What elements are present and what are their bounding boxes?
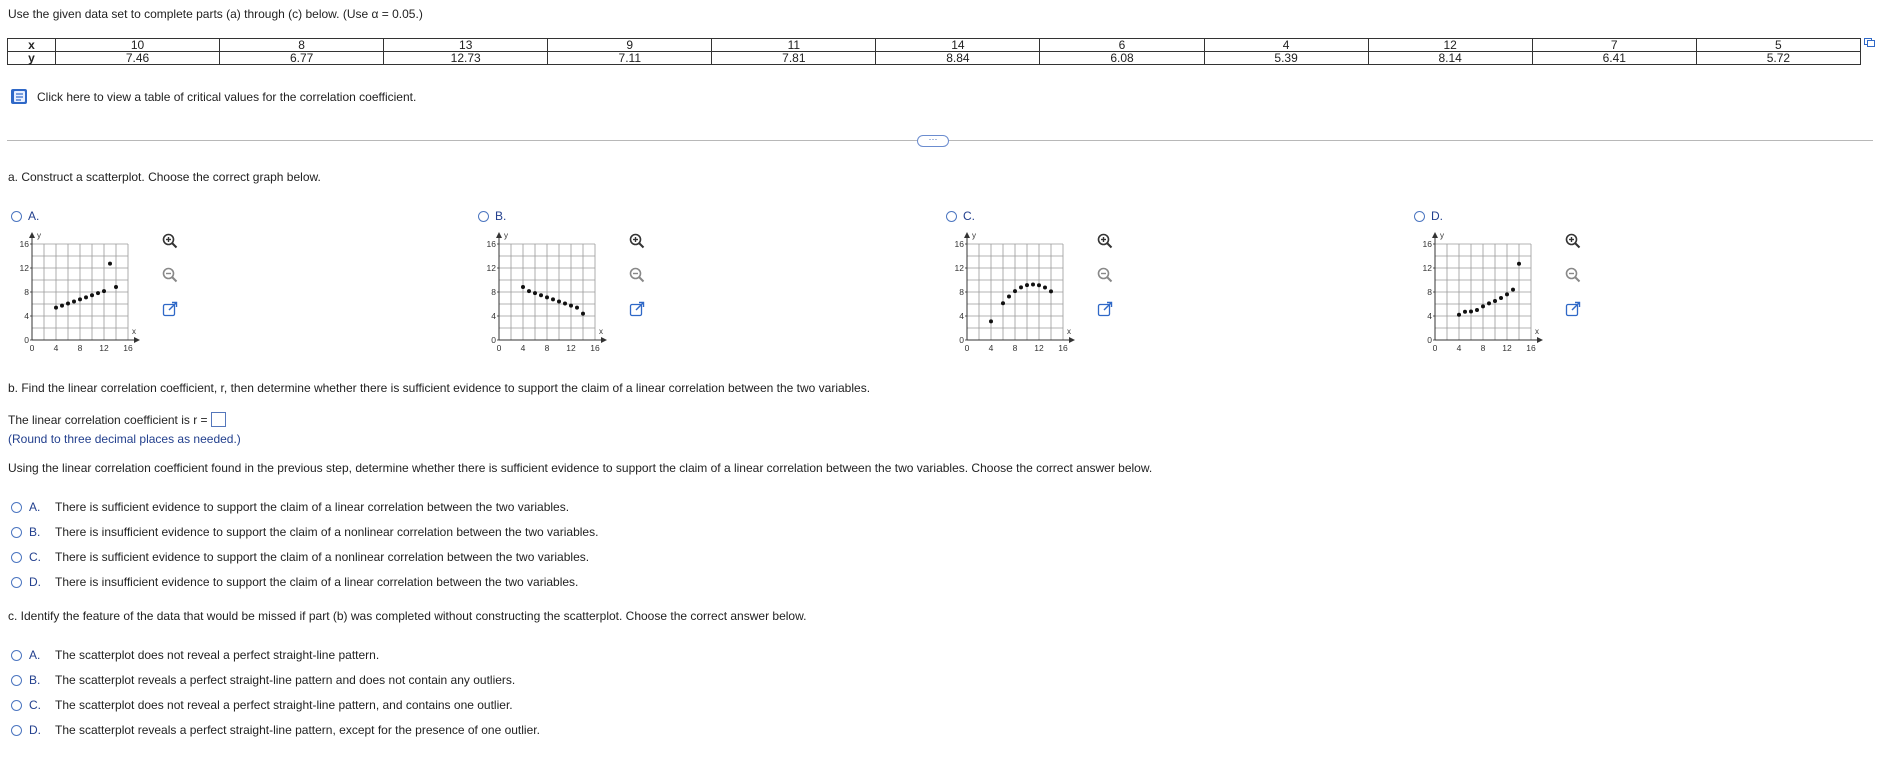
data-point	[1043, 286, 1047, 290]
scatterplot-a	[8, 230, 158, 360]
magnifier-handle	[639, 277, 644, 282]
data-point	[84, 295, 88, 299]
part-b-choice-c[interactable]	[11, 550, 589, 564]
table-cell: 11	[712, 39, 876, 52]
y-tick-label: 4	[959, 311, 964, 321]
data-point	[1493, 299, 1497, 303]
magnifier-handle	[172, 277, 177, 282]
x-tick-label: 16	[1058, 343, 1068, 353]
part-c-question: c. Identify the feature of the data that would be missed if part (b) was completed without constructing the scatterplot. Choose the correct answer below.	[8, 609, 807, 623]
y-tick-label: 12	[1422, 263, 1432, 273]
r-answer-input[interactable]	[211, 412, 226, 427]
data-point	[1475, 308, 1479, 312]
x-tick-label: 0	[496, 343, 502, 353]
y-axis-label: y	[37, 231, 41, 240]
expand-more-button[interactable]: ⋯	[917, 135, 949, 147]
y-tick-label: 4	[491, 311, 496, 321]
rounding-note: (Round to three decimal places as needed.)	[8, 432, 241, 446]
data-point	[102, 289, 106, 293]
table-cell: 9	[548, 39, 712, 52]
data-point	[1481, 304, 1485, 308]
x-axis-label: x	[1535, 327, 1539, 336]
scatterplot-c	[943, 230, 1093, 360]
plot-grid	[1435, 244, 1531, 340]
choice-letter: A.	[29, 648, 41, 662]
choice-text: The scatterplot does not reveal a perfect straight-line pattern.	[55, 648, 380, 662]
table-cell: 6	[1040, 39, 1204, 52]
y-axis-arrow	[29, 232, 35, 238]
table-cell: 12	[1368, 39, 1532, 52]
graph-option-label: D.	[1431, 209, 1443, 223]
zoom-out-icon[interactable]	[1096, 266, 1114, 284]
zoom-in-icon[interactable]	[628, 232, 646, 250]
data-point	[1037, 283, 1041, 287]
choice-letter: B.	[29, 525, 41, 539]
data-point	[1457, 313, 1461, 317]
x-axis-arrow	[1537, 337, 1543, 343]
choice-text: The scatterplot reveals a perfect straight-line pattern, except for the presence of one outlier.	[55, 723, 540, 737]
table-row-y	[8, 52, 1861, 65]
data-point	[78, 297, 82, 301]
data-point	[1517, 262, 1521, 266]
y-tick-label: 0	[1427, 335, 1432, 345]
radio-button[interactable]	[11, 502, 22, 513]
y-tick-label: 4	[24, 311, 29, 321]
choice-text: There is insufficient evidence to support the claim of a linear correlation between the two variables.	[55, 575, 579, 589]
graph-option-a[interactable]	[11, 209, 39, 223]
data-point	[1025, 283, 1029, 287]
part-c-choice-d[interactable]	[11, 723, 540, 737]
choice-letter: D.	[29, 723, 41, 737]
radio-button[interactable]	[11, 527, 22, 538]
graph-option-d[interactable]	[1414, 209, 1443, 223]
y-tick-label: 16	[486, 239, 496, 249]
choice-letter: C.	[29, 550, 41, 564]
x-axis-arrow	[601, 337, 607, 343]
x-axis-label: x	[599, 327, 603, 336]
x-tick-label: 8	[1480, 343, 1486, 353]
scatterplot-d	[1411, 230, 1561, 360]
zoom-out-icon[interactable]	[628, 266, 646, 284]
copy-table-icon[interactable]	[1864, 38, 1875, 47]
part-b-question: b. Find the linear correlation coefficient, r, then determine whether there is sufficient evidence to support the claim of a linear correlation between the two variables.	[8, 381, 871, 395]
row-header-x: x	[8, 39, 56, 52]
data-point	[1031, 282, 1035, 286]
x-tick-label: 16	[1526, 343, 1536, 353]
problem-prompt: Use the given data set to complete parts (a) through (c) below. (Use α = 0.05.)	[8, 7, 423, 21]
data-point	[1019, 285, 1023, 289]
table-cell: 6.08	[1040, 52, 1204, 65]
zoom-out-icon[interactable]	[161, 266, 179, 284]
choice-letter: D.	[29, 575, 41, 589]
x-tick-label: 8	[544, 343, 550, 353]
plot-grid	[32, 244, 128, 340]
x-tick-label: 12	[1502, 343, 1512, 353]
x-tick-label: 8	[1012, 343, 1018, 353]
row-header-y: y	[8, 52, 56, 65]
radio-button[interactable]	[11, 552, 22, 563]
book-icon	[10, 88, 29, 105]
data-point	[989, 319, 993, 323]
y-tick-label: 12	[486, 263, 496, 273]
data-point	[60, 304, 64, 308]
y-tick-label: 16	[19, 239, 29, 249]
data-point	[521, 285, 525, 289]
data-point	[557, 300, 561, 304]
y-tick-label: 16	[1422, 239, 1432, 249]
choice-text: The scatterplot reveals a perfect straight-line pattern and does not contain any outliers.	[55, 673, 516, 687]
part-b-choice-d[interactable]	[11, 575, 578, 589]
magnifier-handle	[639, 243, 644, 248]
data-point	[563, 302, 567, 306]
choice-text: There is sufficient evidence to support the claim of a linear correlation between the two variables.	[55, 500, 570, 514]
y-tick-label: 12	[19, 263, 29, 273]
data-point	[1499, 296, 1503, 300]
y-tick-label: 8	[24, 287, 29, 297]
y-tick-label: 0	[24, 335, 29, 345]
table-cell: 6.41	[1532, 52, 1696, 65]
data-point	[569, 304, 573, 308]
graph-option-label: B.	[495, 209, 507, 223]
magnifier-handle	[1107, 277, 1112, 282]
y-axis-label: y	[1440, 231, 1444, 240]
table-cell: 10	[56, 39, 220, 52]
graph-option-c[interactable]	[946, 209, 975, 223]
zoom-in-icon[interactable]	[1096, 232, 1114, 250]
x-axis-label: x	[132, 327, 136, 336]
data-point	[527, 289, 531, 293]
data-point	[539, 293, 543, 297]
data-point	[533, 291, 537, 295]
data-point	[1463, 310, 1467, 314]
open-popup-icon[interactable]	[1564, 300, 1582, 318]
part-b-choice-b[interactable]	[11, 525, 598, 539]
choice-text: There is sufficient evidence to support the claim of a nonlinear correlation between the two variables.	[55, 550, 590, 564]
y-tick-label: 8	[1427, 287, 1432, 297]
table-cell: 4	[1204, 39, 1368, 52]
y-axis-arrow	[964, 232, 970, 238]
zoom-out-icon[interactable]	[1564, 266, 1582, 284]
y-tick-label: 0	[491, 335, 496, 345]
radio-button[interactable]	[946, 211, 957, 222]
y-tick-label: 8	[491, 287, 496, 297]
x-tick-label: 12	[99, 343, 109, 353]
table-cell: 8.84	[876, 52, 1040, 65]
graph-option-b[interactable]	[478, 209, 506, 223]
y-axis-label: y	[504, 231, 508, 240]
x-tick-label: 12	[1034, 343, 1044, 353]
data-point	[1007, 294, 1011, 298]
x-axis-label: x	[1067, 327, 1071, 336]
x-tick-label: 0	[29, 343, 35, 353]
table-cell: 5	[1696, 39, 1860, 52]
table-cell: 5.39	[1204, 52, 1368, 65]
part-c-choice-b[interactable]	[11, 673, 515, 687]
y-axis-arrow	[1432, 232, 1438, 238]
data-point	[1049, 289, 1053, 293]
graph-option-label: C.	[963, 209, 975, 223]
radio-button[interactable]	[11, 675, 22, 686]
table-cell: 14	[876, 39, 1040, 52]
radio-button[interactable]	[478, 211, 489, 222]
table-cell: 12.73	[384, 52, 548, 65]
choice-text: There is insufficient evidence to support the claim of a nonlinear correlation between the two variables.	[55, 525, 599, 539]
data-point	[54, 306, 58, 310]
radio-button[interactable]	[11, 211, 22, 222]
y-tick-label: 16	[954, 239, 964, 249]
part-c-choice-c[interactable]	[11, 698, 513, 712]
table-cell: 7.81	[712, 52, 876, 65]
x-tick-label: 16	[590, 343, 600, 353]
radio-button[interactable]	[11, 700, 22, 711]
y-tick-label: 0	[959, 335, 964, 345]
data-point	[96, 291, 100, 295]
x-tick-label: 4	[1456, 343, 1462, 353]
table-cell: 6.77	[220, 52, 384, 65]
data-point	[581, 312, 585, 316]
magnifier-handle	[1575, 243, 1580, 248]
data-point	[551, 297, 555, 301]
y-axis-arrow	[496, 232, 502, 238]
x-tick-label: 16	[123, 343, 133, 353]
y-tick-label: 4	[1427, 311, 1432, 321]
y-axis-label: y	[972, 231, 976, 240]
table-cell: 8	[220, 39, 384, 52]
x-tick-label: 4	[520, 343, 526, 353]
x-tick-label: 0	[964, 343, 970, 353]
data-point	[575, 306, 579, 310]
table-cell: 7.11	[548, 52, 712, 65]
table-cell: 5.72	[1696, 52, 1860, 65]
choice-text: The scatterplot does not reveal a perfect straight-line pattern, and contains one outlier.	[55, 698, 513, 712]
table-row-x	[8, 39, 1861, 52]
x-axis-arrow	[134, 337, 140, 343]
x-tick-label: 8	[77, 343, 83, 353]
table-cell: 8.14	[1368, 52, 1532, 65]
table-cell: 7.46	[56, 52, 220, 65]
part-c-choice-a[interactable]	[11, 648, 379, 662]
part-b-instruction: Using the linear correlation coefficient found in the previous step, determine whether there is sufficient evidence to support the claim of a linear correlation between the two variables. Choose the correct answer below.	[8, 461, 1153, 475]
open-popup-icon[interactable]	[628, 300, 646, 318]
data-point	[1001, 301, 1005, 305]
y-tick-label: 8	[959, 287, 964, 297]
choice-letter: B.	[29, 673, 41, 687]
x-tick-label: 12	[566, 343, 576, 353]
data-point	[1487, 301, 1491, 305]
x-tick-label: 0	[1432, 343, 1438, 353]
choice-letter: A.	[29, 500, 41, 514]
graph-option-label: A.	[28, 209, 40, 223]
table-cell: 13	[384, 39, 548, 52]
open-popup-icon[interactable]	[1096, 300, 1114, 318]
data-point	[66, 302, 70, 306]
x-tick-label: 4	[988, 343, 994, 353]
radio-button[interactable]	[11, 650, 22, 661]
plot-grid	[499, 244, 595, 340]
data-point	[72, 300, 76, 304]
part-b-choice-a[interactable]	[11, 500, 569, 514]
open-popup-icon[interactable]	[161, 300, 179, 318]
zoom-in-icon[interactable]	[161, 232, 179, 250]
magnifier-handle	[172, 243, 177, 248]
choice-letter: C.	[29, 698, 41, 712]
part-a-question: a. Construct a scatterplot. Choose the correct graph below.	[8, 170, 321, 184]
data-point	[90, 293, 94, 297]
data-point	[114, 285, 118, 289]
data-point	[1013, 289, 1017, 293]
r-answer-line	[8, 412, 226, 427]
x-tick-label: 4	[53, 343, 59, 353]
magnifier-handle	[1575, 277, 1580, 282]
data-point	[108, 262, 112, 266]
data-point	[1511, 288, 1515, 292]
scatterplot-b	[475, 230, 625, 360]
table-cell: 7	[1532, 39, 1696, 52]
radio-button[interactable]	[11, 577, 22, 588]
magnifier-handle	[1107, 243, 1112, 248]
data-table	[7, 38, 1861, 65]
data-point	[1469, 310, 1473, 314]
radio-button[interactable]	[1414, 211, 1425, 222]
zoom-in-icon[interactable]	[1564, 232, 1582, 250]
critical-values-link-text: Click here to view a table of critical values for the correlation coefficient.	[37, 89, 417, 104]
data-point	[545, 295, 549, 299]
data-point	[1505, 292, 1509, 296]
y-tick-label: 12	[954, 263, 964, 273]
radio-button[interactable]	[11, 725, 22, 736]
critical-values-link[interactable]	[10, 88, 416, 105]
x-axis-arrow	[1069, 337, 1075, 343]
r-prompt: The linear correlation coefficient is r =	[8, 412, 208, 427]
